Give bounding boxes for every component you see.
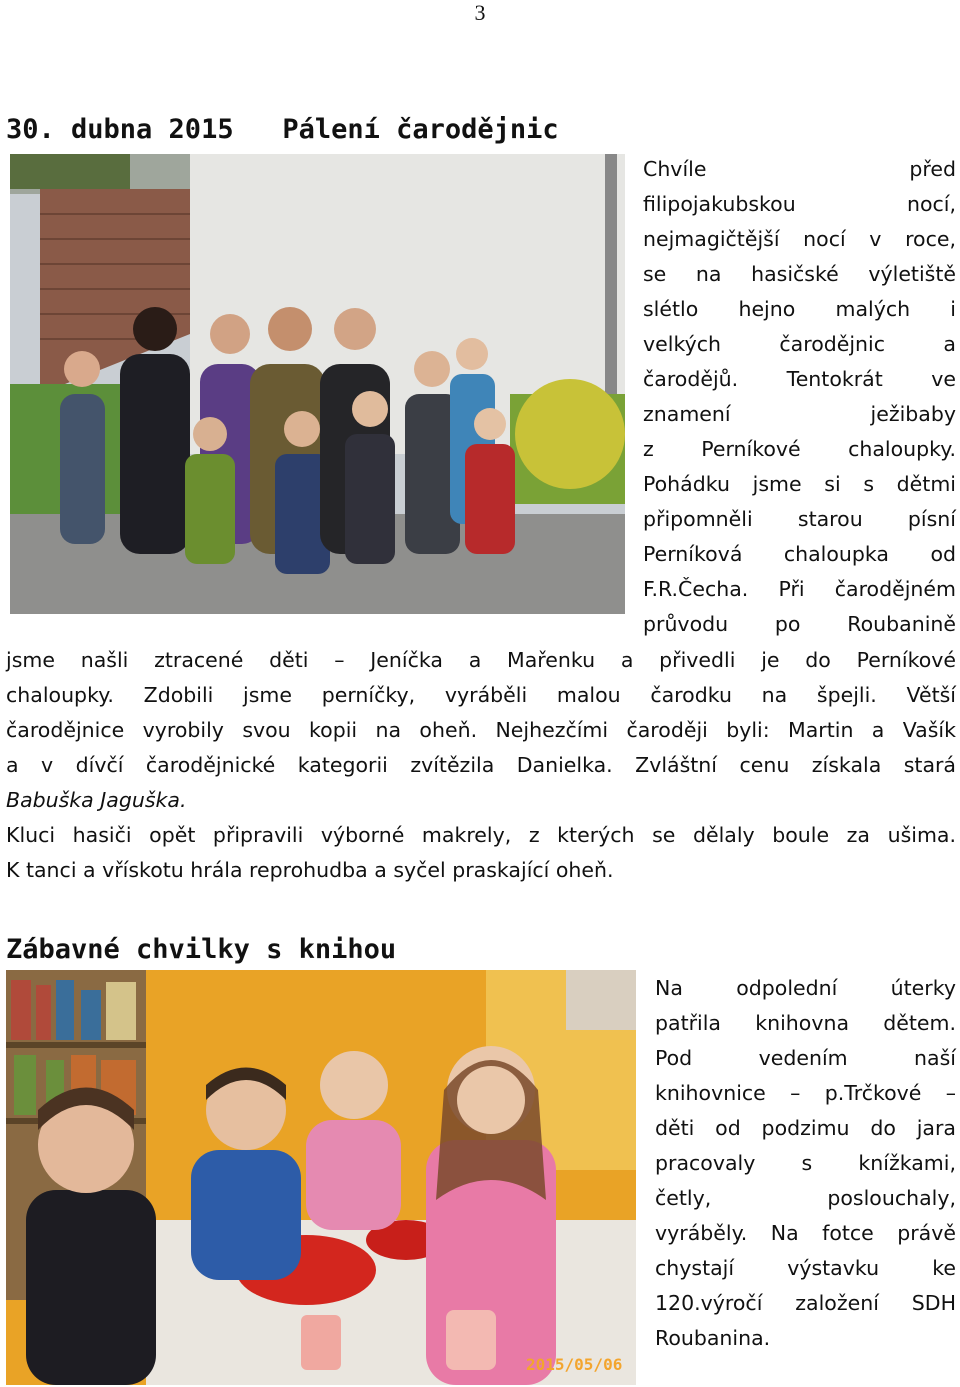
text-line: Na odpolední úterky <box>655 976 956 1000</box>
text-line: a v dívčí čarodějnické kategorii zvítězila Danielka. Zvláštní cenu získala stará <box>6 753 956 777</box>
text-line: Perníková chaloupka od <box>643 542 956 566</box>
text-line: velkých čarodějnic a <box>643 332 956 356</box>
library-children-photo <box>6 970 636 1385</box>
section-title-knihovna: Zábavné chvilky s knihou <box>6 934 397 965</box>
text-line: 120.výročí založení SDH <box>655 1291 956 1315</box>
text-line: Kluci hasiči opět připravili výborné makrely, z kterých se dělaly boule za ušima. <box>6 823 956 847</box>
text-line: slétlo hejno malých i <box>643 297 956 321</box>
library-children-illustration <box>6 970 636 1385</box>
text-line: připomněli starou písní <box>643 507 956 531</box>
text-line: Roubanina. <box>655 1326 771 1350</box>
text-line: patřila knihovna dětem. <box>655 1011 956 1035</box>
witch-parade-illustration <box>10 154 625 614</box>
text-line: znamení ježibaby <box>643 402 956 426</box>
section-title-carodejnice: 30. dubna 2015 Pálení čarodějnic <box>6 114 559 145</box>
text-line-italic: Babuška Jaguška. <box>6 788 187 812</box>
page-number: 3 <box>474 0 486 25</box>
text-line: jsme našli ztracené děti – Jeníčka a Mařenku a přivedli je do Perníkové <box>6 648 956 672</box>
section1-paragraph-full <box>6 643 956 888</box>
text-line: četly, poslouchaly, <box>655 1186 956 1210</box>
text-line: se na hasičské výletiště <box>643 262 956 286</box>
text-line: nejmagičtější nocí v roce, <box>643 227 956 251</box>
text-line: Pohádku jsme si s dětmi <box>643 472 956 496</box>
text-line: Chvíle před <box>643 157 956 181</box>
text-line: děti od podzimu do jara <box>655 1116 956 1140</box>
text-line: pracovaly s knížkami, <box>655 1151 956 1175</box>
text-line: vyráběly. Na fotce právě <box>655 1221 956 1245</box>
text-line: Pod vedením naší <box>655 1046 956 1070</box>
photo-date-stamp: 2015/05/06 <box>526 1355 623 1374</box>
text-line: průvodu po Roubanině <box>643 612 956 636</box>
text-line: chaloupky. Zdobili jsme perníčky, vyráběli malou čarodku na špejli. Větší <box>6 683 956 707</box>
section1-paragraph-right <box>643 152 956 642</box>
text-line: F.R.Čecha. Při čarodějném <box>643 577 956 601</box>
witch-parade-photo <box>10 154 625 614</box>
text-line: knihovnice – p.Trčkové – <box>655 1081 956 1105</box>
text-line: čarodějů. Tentokrát ve <box>643 367 956 391</box>
text-line: K tanci a vřískotu hrála reprohudba a syčel praskající oheň. <box>6 858 614 882</box>
section2-paragraph <box>655 971 956 1356</box>
text-line: čarodějnice vyrobily svou kopii na oheň. Nejhezčími čaroději byli: Martin a Vašík <box>6 718 956 742</box>
text-line: z Perníkové chaloupky. <box>643 437 956 461</box>
text-line: chystají výstavku ke <box>655 1256 956 1280</box>
text-line: filipojakubskou nocí, <box>643 192 956 216</box>
